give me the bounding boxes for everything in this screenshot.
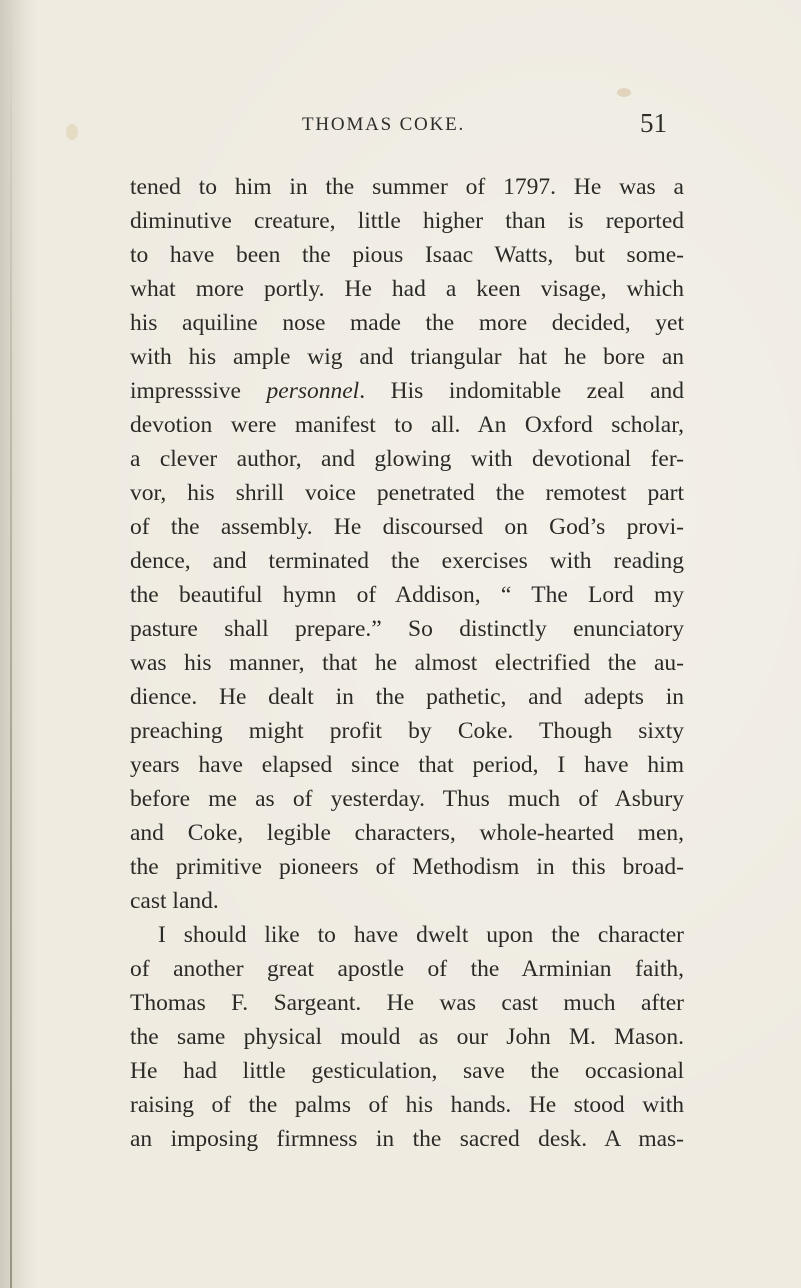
text-line: was his manner, that he almost electrified the au- [130, 650, 684, 676]
text-line: years have elapsed since that period, I have him [130, 752, 684, 778]
text-line: dence, and terminated the exercises with reading [130, 548, 684, 574]
text-line: tened to him in the summer of 1797. He was a [130, 174, 684, 200]
text-line: the same physical mould as our John M. Mason. [130, 1024, 684, 1050]
text-line: I should like to have dwelt upon the character [158, 922, 684, 948]
text-line: an imposing firmness in the sacred desk. A mas- [130, 1126, 684, 1152]
ink-smudge [617, 88, 631, 97]
text-line: to have been the pious Isaac Watts, but some- [130, 242, 684, 268]
text-line: what more portly. He had a keen visage, which [130, 276, 684, 302]
text-line: of the assembly. He discoursed on God’s provi- [130, 514, 684, 540]
text-line: cast land. [130, 888, 219, 914]
text-line: Thomas F. Sargeant. He was cast much after [130, 990, 684, 1016]
text-line: the primitive pioneers of Methodism in this broad- [130, 854, 684, 880]
running-head: THOMAS COKE. [302, 114, 466, 135]
text-line: a clever author, and glowing with devotional fer- [130, 446, 684, 472]
text-line: diminutive creature, little higher than is reported [130, 208, 684, 234]
text-line: preaching might profit by Coke. Though sixty [130, 718, 684, 744]
text-line: dience. He dealt in the pathetic, and adepts in [130, 684, 684, 710]
text-line: devotion were manifest to all. An Oxford scholar, [130, 412, 684, 438]
text-line: with his ample wig and triangular hat he bore an [130, 344, 684, 370]
text-line: impresssive personnel. His indomitable zeal and [130, 378, 684, 404]
text-line: raising of the palms of his hands. He stood with [130, 1092, 684, 1118]
text-line: He had little gesticulation, save the occasional [130, 1058, 684, 1084]
text-line: and Coke, legible characters, whole-hearted men, [130, 820, 684, 846]
page-number: 51 [640, 108, 667, 138]
text-line: his aquiline nose made the more decided, yet [130, 310, 684, 336]
text-line: of another great apostle of the Arminian faith, [130, 956, 684, 982]
binding-edge [10, 0, 12, 1288]
page-header [0, 108, 801, 142]
page-gutter [0, 0, 38, 1288]
text-line: the beautiful hymn of Addison, “ The Lord my [130, 582, 684, 608]
italic-word: personnel [266, 378, 360, 404]
text-line: vor, his shrill voice penetrated the remotest part [130, 480, 684, 506]
text-line: pasture shall prepare.” So distinctly enunciatory [130, 616, 684, 642]
text-line: before me as of yesterday. Thus much of Asbury [130, 786, 684, 812]
